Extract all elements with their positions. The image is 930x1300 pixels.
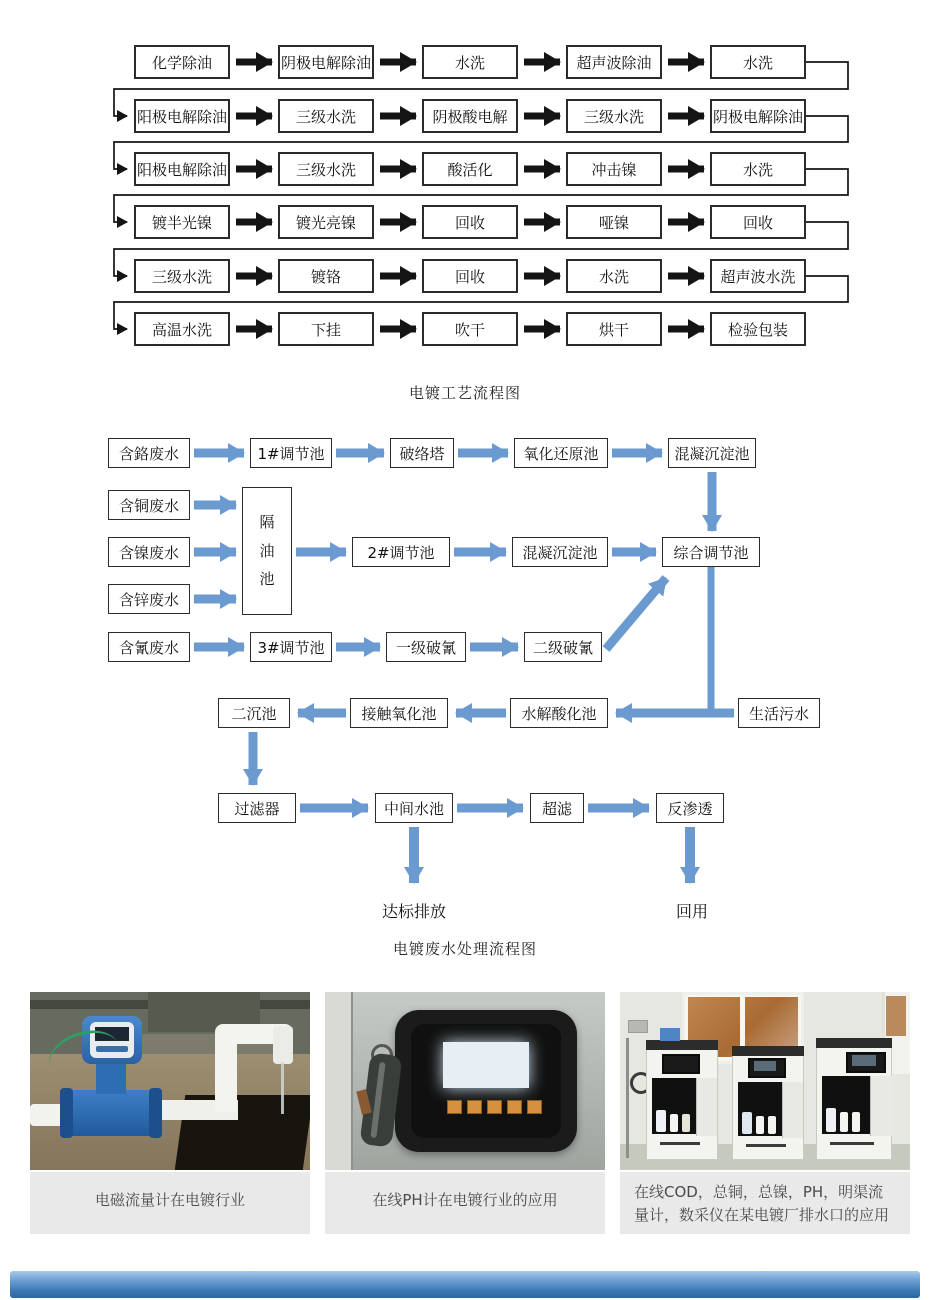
box-filter: 过滤器 xyxy=(218,793,296,823)
process-box: 三级水洗 xyxy=(278,152,374,186)
process-box: 化学除油 xyxy=(134,45,230,79)
ph-meter-button xyxy=(467,1100,482,1114)
box-zinc-wastewater: 含锌废水 xyxy=(108,584,190,614)
sample-bottle xyxy=(742,1112,752,1134)
box-comprehensive-adjust-tank: 综合调节池 xyxy=(662,537,760,567)
box-complex-breaking-tower: 破络塔 xyxy=(390,438,454,468)
photo-caption: 在线COD，总铜，总镍，PH，明渠流量计，数采仪在某电镀厂排水口的应用 xyxy=(620,1172,910,1234)
process-box: 镀光亮镍 xyxy=(278,205,374,239)
cabinet-vent xyxy=(830,1142,874,1145)
process-box: 阴极电解除油 xyxy=(278,45,374,79)
process-box: 三级水洗 xyxy=(134,259,230,293)
process-box: 阴极酸电解 xyxy=(422,99,518,133)
pvc-pipe-riser xyxy=(215,1032,237,1112)
photo-caption: 电磁流量计在电镀行业 xyxy=(30,1172,310,1234)
process-box: 阳极电解除油 xyxy=(134,152,230,186)
wall-junction-box xyxy=(628,1020,648,1033)
box-oil-separation-tank xyxy=(242,487,292,615)
box-adjust-tank-2: 2#调节池 xyxy=(352,537,450,567)
process-box: 回收 xyxy=(422,205,518,239)
process-box: 超声波水洗 xyxy=(710,259,806,293)
sample-bottle xyxy=(768,1116,776,1134)
process-box: 烘干 xyxy=(566,312,662,346)
flow-meter-body xyxy=(60,1090,162,1136)
ph-meter-button xyxy=(447,1100,462,1114)
ph-meter-button xyxy=(507,1100,522,1114)
sample-bottle xyxy=(826,1108,836,1132)
cabinet-top xyxy=(732,1046,804,1056)
box-domestic-sewage: 生活污水 xyxy=(738,698,820,728)
box-hydrolysis-acidification: 水解酸化池 xyxy=(510,698,608,728)
wastewater-diagram-title: 电镀废水处理流程图 xyxy=(392,940,537,958)
box-coagulation-tank-2: 混凝沉淀池 xyxy=(512,537,608,567)
sample-bottle xyxy=(656,1110,666,1132)
box-cyanide-break-stage2: 二级破氰 xyxy=(524,632,602,662)
process-box: 哑镍 xyxy=(566,205,662,239)
sample-bottle xyxy=(852,1112,860,1132)
box-reverse-osmosis: 反渗透 xyxy=(656,793,724,823)
box-nickel-wastewater: 含镍废水 xyxy=(108,537,190,567)
sample-bottle xyxy=(756,1116,764,1134)
flow-meter-photo xyxy=(30,992,310,1170)
cabinet-door-open xyxy=(696,1078,717,1136)
flow-meter-flange-right xyxy=(149,1088,162,1138)
flow-meter-flange-left xyxy=(60,1088,73,1138)
sampler-unit xyxy=(660,1028,680,1041)
process-box: 高温水洗 xyxy=(134,312,230,346)
wall-edge xyxy=(325,992,353,1170)
box-coagulation-tank-1: 混凝沉淀池 xyxy=(668,438,756,468)
cabinet-door-open xyxy=(782,1082,803,1138)
sample-bottle xyxy=(670,1114,678,1132)
process-box: 酸活化 xyxy=(422,152,518,186)
ph-meter-button xyxy=(527,1100,542,1114)
box-cyanide-break-stage1: 一级破氰 xyxy=(386,632,466,662)
process-box: 水洗 xyxy=(422,45,518,79)
ph-meter-screen xyxy=(443,1042,529,1088)
process-box: 镀铬 xyxy=(278,259,374,293)
cabinet-vent xyxy=(660,1142,700,1145)
process-box: 超声波除油 xyxy=(566,45,662,79)
screen-glow xyxy=(754,1061,776,1071)
process-box: 下挂 xyxy=(278,312,374,346)
label-reuse: 回用 xyxy=(676,902,709,921)
photo-caption: 在线PH计在电镀行业的应用 xyxy=(325,1172,605,1234)
pvc-pipe-drop xyxy=(273,1026,293,1064)
process-box: 水洗 xyxy=(710,45,806,79)
cabinet-top xyxy=(816,1038,892,1048)
process-box: 检验包装 xyxy=(710,312,806,346)
ph-meter-photo xyxy=(325,992,605,1170)
cabinet-door-open xyxy=(870,1076,893,1136)
process-box: 三级水洗 xyxy=(278,99,374,133)
water-stream xyxy=(281,1062,284,1114)
process-box: 冲击镍 xyxy=(566,152,662,186)
cabinet-screen xyxy=(662,1054,700,1074)
box-chromium-wastewater: 含鉻废水 xyxy=(108,438,190,468)
box-adjust-tank-1: 1#调节池 xyxy=(250,438,332,468)
box-secondary-sedimentation: 二沉池 xyxy=(218,698,290,728)
box-intermediate-tank: 中间水池 xyxy=(375,793,453,823)
ph-meter-button xyxy=(487,1100,502,1114)
sample-bottle xyxy=(682,1114,690,1132)
process-box: 回收 xyxy=(422,259,518,293)
oil-tank-label: 隔油池 xyxy=(259,513,275,589)
process-box: 回收 xyxy=(710,205,806,239)
process-box: 阳极电解除油 xyxy=(134,99,230,133)
cabinet-top xyxy=(646,1040,718,1050)
wall-conduit xyxy=(626,1038,629,1158)
box-redox-tank: 氧化还原池 xyxy=(514,438,608,468)
process-box: 镀半光镍 xyxy=(134,205,230,239)
box-ultrafiltration: 超滤 xyxy=(530,793,584,823)
box-adjust-tank-3: 3#调节池 xyxy=(250,632,332,662)
sample-bottle xyxy=(840,1112,848,1132)
side-window-foliage xyxy=(886,996,906,1036)
label-discharge: 达标排放 xyxy=(382,902,447,921)
process-diagram-title: 电镀工艺流程图 xyxy=(408,384,521,402)
footer-divider-bar xyxy=(10,1271,920,1298)
box-cyanide-wastewater: 含氰废水 xyxy=(108,632,190,662)
screen-glow xyxy=(852,1055,876,1066)
box-contact-oxidation: 接触氧化池 xyxy=(350,698,448,728)
process-box: 三级水洗 xyxy=(566,99,662,133)
process-box: 水洗 xyxy=(710,152,806,186)
cabinet-vent xyxy=(746,1144,786,1147)
process-box: 阴极电解除油 xyxy=(710,99,806,133)
process-box: 水洗 xyxy=(566,259,662,293)
monitoring-station-photo xyxy=(620,992,910,1170)
box-copper-wastewater: 含铜废水 xyxy=(108,490,190,520)
process-box: 吹干 xyxy=(422,312,518,346)
